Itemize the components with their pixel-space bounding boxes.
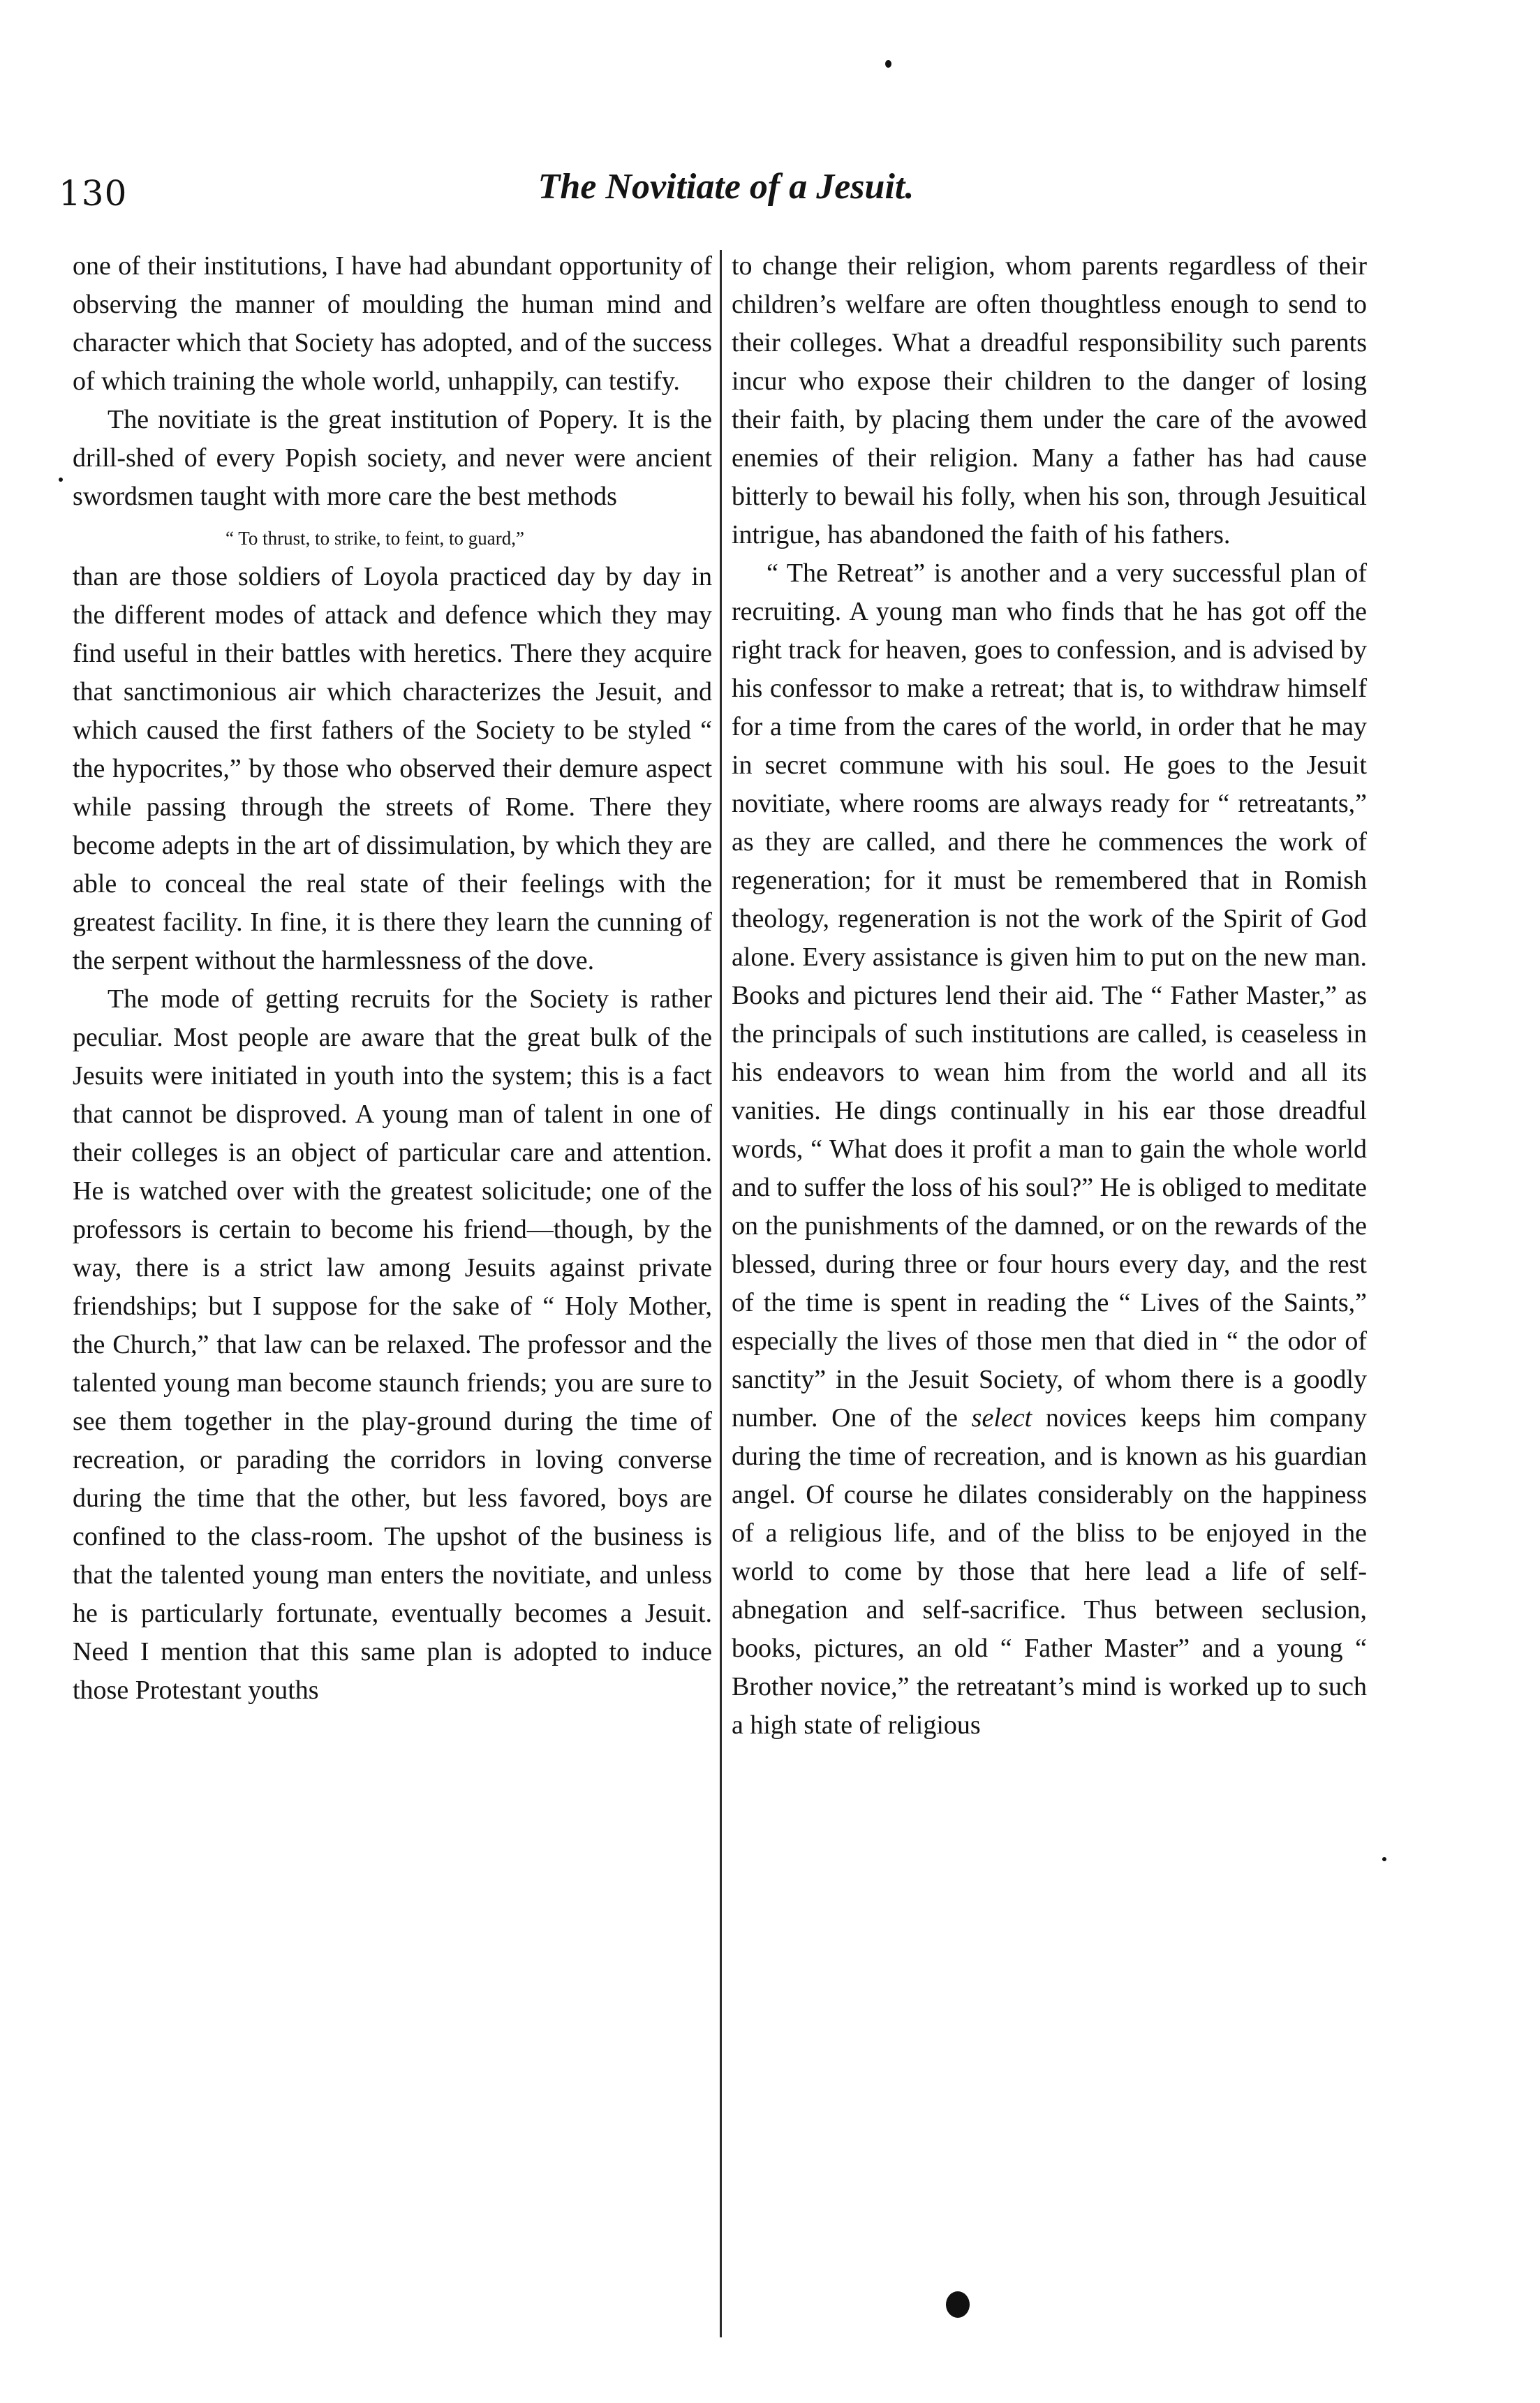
paragraph-text: “ The Retreat” is another and a very successful plan of recruiting. A young man who finds that he has got off the right track for heaven, goes to confession, and is advised by his confessor to make a retreat; that is, to withdraw himself for a time from the cares of the world, in order that he may in secret commune with his soul. He goes to the Jesuit novitiate, where rooms are always ready for “ retreatants,” as they are called, and there he commences the work of regeneration; for it must be remembered that in Romish theology, regeneration is not the work of the Spirit of God alone. Every assistance is given him to put on the new man. Books and pictures lend their aid. The “ Father Master,” as the principals of such institutions are called, is ceaseless in his endeavors to wean him from the world and all its vanities. He dings continually in his ear those dreadful words, “ What does it profit a man to gain the whole world and to suffer the loss of his soul?” He is obliged to meditate on the punishments of the damned, or on the rewards of the blessed, during three or four hours every day, and the rest of the time is spent in reading the “ Lives of the Saints,” especially the lives of those men that died in “ the odor of sanctity” in the Jesuit Society, of whom there is a goodly number. One of the — [732, 559, 1367, 1433]
running-title: The Novitiate of a Jesuit. — [538, 167, 915, 207]
paragraph: than are those soldiers of Loyola practiced day by day in the different modes of attack and defence which they may find useful in their battles with heretics. There they acquire that sanctimonious air which characterizes the Jesuit, and which caused the first fathers of the Society to be styled “ the hypocrites,” by those who observed their demure aspect while passing through the streets of Rome. There they become adepts in the art of dissimulation, by which they are able to conceal the real state of their feelings with the greatest facility. In fine, it is there they learn the cunning of the serpent without the harmlessness of the dove. — [73, 562, 712, 975]
emphasis-text: select — [971, 1403, 1032, 1433]
right-column — [732, 247, 1367, 1745]
block-quote: “ To thrust, to strike, to feint, to guard,” — [225, 528, 525, 549]
left-column — [73, 247, 712, 1710]
ink-speck — [1382, 1857, 1386, 1861]
column-divider — [720, 250, 722, 2337]
paragraph-text: novices keeps him company during the time of recreation, and is known as his guardian angel. Of course he dilates considerably on the happiness of a religious life, and of the bliss to be enjoyed in the world to come by those that here lead a life of self-abnegation and self-sacrifice. Thus between seclusion, books, pictures, an old “ Father Master” and a young “ Brother novice,” the retreatant’s mind is worked up to such a high state of religious — [732, 1403, 1367, 1740]
paragraph: to change their religion, whom parents regardless of their children’s welfare are often thoughtless enough to send to their colleges. What a dreadful responsibility such parents incur who expose their children to the danger of losing their faith, by placing them under the care of the avowed enemies of their religion. Many a father has had cause bitterly to bewail his folly, when his son, through Jesuitical intrigue, has abandoned the faith of his fathers. — [732, 251, 1367, 549]
page-number: 130 — [59, 173, 128, 214]
ink-blot — [946, 2291, 970, 2318]
ink-speck — [59, 478, 63, 482]
paragraph: one of their institutions, I have had abundant opportunity of observing the manner of moulding the human mind and character which that Society has adopted, and of the success of which training the whole world, unhappily, can testify. — [73, 251, 712, 396]
ink-speck — [885, 60, 891, 68]
paragraph — [732, 554, 1367, 1745]
paragraph: The mode of getting recruits for the Society is rather peculiar. Most people are aware that the great bulk of the Jesuits were initiated in youth into the system; this is a fact that cannot be disproved. A young man of talent in one of their colleges is an object of particular care and attention. He is watched over with the greatest solicitude; one of the professors is certain to become his friend—though, by the way, there is a strict law among Jesuits against private friendships; but I suppose for the sake of “ Holy Mother, the Church,” that law can be relaxed. The professor and the talented young man become staunch friends; you are sure to see them together in the play-ground during the time of recreation, or parading the corridors in loving converse during the time that the other, but less favored, boys are confined to the class-room. The upshot of the business is that the talented young man enters the novitiate, and unless he is particularly fortunate, eventually becomes a Jesuit. Need I mention that this same plan is adopted to induce those Protestant youths — [73, 984, 712, 1705]
paragraph: The novitiate is the great institution of Popery. It is the drill-shed of every Popish society, and never were ancient swordsmen taught with more care the best methods — [73, 405, 712, 511]
